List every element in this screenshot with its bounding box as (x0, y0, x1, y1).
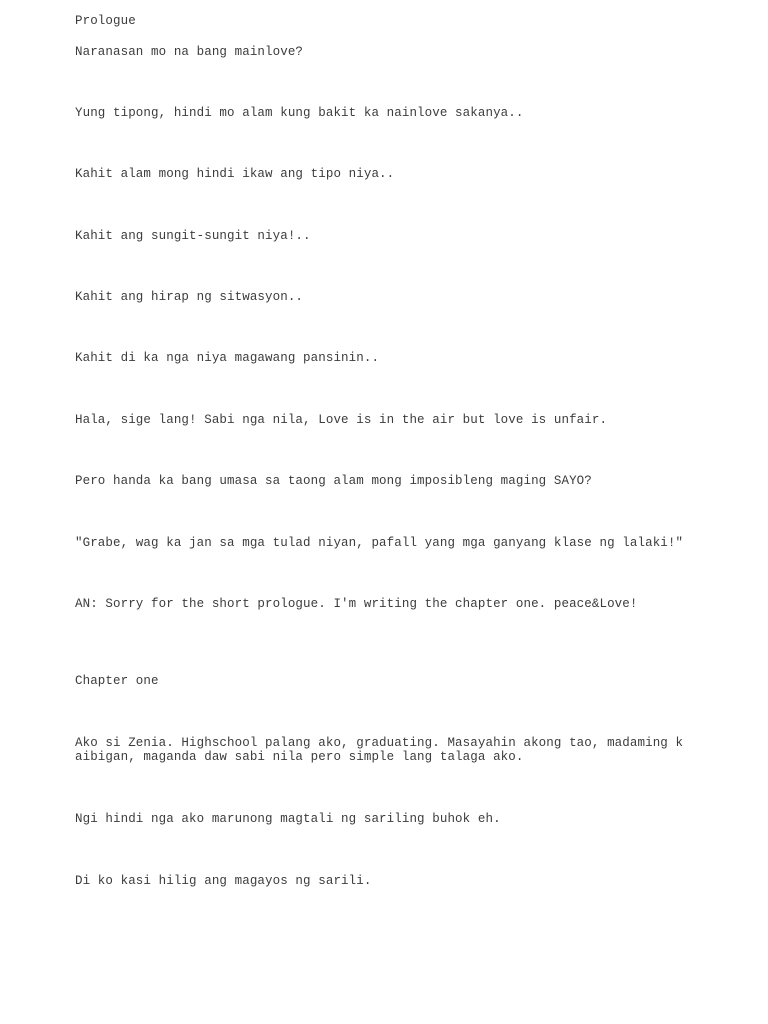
paragraph-line-2: aibigan, maganda daw sabi nila pero simple lang talaga ako. (75, 750, 524, 764)
prologue-heading: Prologue (75, 14, 136, 28)
paragraph: Yung tipong, hindi mo alam kung bakit ka nainlove sakanya.. (75, 106, 524, 120)
paragraph: Kahit di ka nga niya magawang pansinin.. (75, 351, 380, 365)
paragraph-line-1: Ako si Zenia. Highschool palang ako, graduating. Masayahin akong tao, madaming k (75, 736, 684, 750)
paragraph: Kahit ang hirap ng sitwasyon.. (75, 290, 304, 304)
author-note: AN: Sorry for the short prologue. I'm writing the chapter one. peace&Love! (75, 597, 638, 611)
paragraph: Di ko kasi hilig ang magayos ng sarili. (75, 874, 372, 888)
quote-paragraph: "Grabe, wag ka jan sa mga tulad niyan, pafall yang mga ganyang klase ng lalaki!" (75, 536, 684, 550)
paragraph: Hala, sige lang! Sabi nga nila, Love is in the air but love is unfair. (75, 413, 608, 427)
paragraph: Kahit ang sungit-sungit niya!.. (75, 229, 311, 243)
paragraph: Ngi hindi nga ako marunong magtali ng sariling buhok eh. (75, 812, 501, 826)
paragraph: Pero handa ka bang umasa sa taong alam mong imposibleng maging SAYO? (75, 474, 592, 488)
chapter-heading: Chapter one (75, 674, 159, 688)
paragraph: Naranasan mo na bang mainlove? (75, 45, 304, 59)
paragraph: Kahit alam mong hindi ikaw ang tipo niya.. (75, 167, 395, 181)
